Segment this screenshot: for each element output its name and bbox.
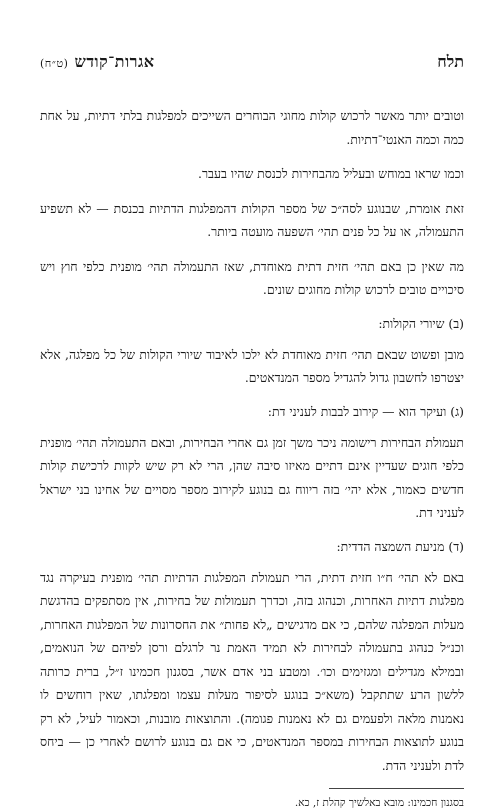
paragraph: תעמולת הבחירות רישומה ניכר משך זמן גם אחרי הבחירות, ובאם התעמולה תהי׳ מופנית כלפי חוגים שעדיין אינם דתיים מאיזו סיבה שהן, הרי לא רק שיש לקוות לרכישת קולות חדשים כאמור, אלא יהי׳ בזה ריווח גם בנוגע לקירוב מספר מסויים של אחינו בני ישראל לעניני דת. xyxy=(40,434,464,520)
paragraph: זאת אומרת, שבנוגע לסה״כ של מספר הקולות דהמפלגות הדתיות בכנסת — לא תשפיע התעמולה, או על כל פנים תהי׳ השפעה מועטה ביותר. xyxy=(40,200,464,239)
running-title xyxy=(40,52,155,72)
paragraph: וטובים יותר מאשר לרכוש קולות מחוגי הבוחרים השייכים למפלגות בלתי דתיות, על אחת כמה וכמה האנטי־דתיות. xyxy=(40,108,464,147)
page-number: תלח xyxy=(437,52,464,71)
paragraph: וכמו שראו במוחש ובעליל מהבחירות לכנסת שהיו בעבר. xyxy=(198,166,464,181)
section-heading: (ב) שיורי הקולות: xyxy=(378,315,464,331)
paragraph: מובן ופשוט שבאם תהי׳ חזית מאוחדת לא ילכו לאיבוד שיורי הקולות של כל מפלגה, אלא יצטרפו לחשבון גדול להגדיל מספר המנדאטים. xyxy=(40,346,464,385)
paragraph: מה שאין כן באם תהי׳ חזית דתית מאוחדת, שאז התעמולה תהי׳ מופנית כלפי חוץ ויש סיכויים טובים לרכוש קולות מחוגים שונים. xyxy=(40,258,464,297)
running-title-note: (ט״ח) xyxy=(40,57,69,70)
running-title-text: אגרות־קודש xyxy=(74,52,155,71)
body-text xyxy=(40,104,464,777)
footnote: בסגנון חכמינו: מובא באלשיך קהלת ז, כא. xyxy=(294,797,464,809)
section-heading: (ג) ועיקר הוא — קירוב לבבות לעניני דת: xyxy=(267,403,464,419)
paragraph: באם לא תהי׳ ח״ו חזית דתית, הרי תעמולת המפלגות הדתיות תהי׳ מופנית בעיקרה נגד מפלגות דתיות האחרות, וכנהוג בזה, וכדרך תעמולות של בחירות, אין מסתפקים בהדגשת מעלות המפלגה שלהם, כי אם מדגישים „לא פחות״ את החסרונות של המפלגות האחרות, וכנ״ל כנהוג בתעמולה לבחירות לא תמיד האמת נר לרגלם ורסן לפיהם של הנואמים, ובמילא מגדילים ומגזימים וכו׳. ומטבע בני אדם אשר, בסגנון חכמינו ז״ל, ברית כרותה ללשון הרע שתתקבל (משא״כ בנוגע לסיפור מעלות עצמו ומפלגתו, שאין רוחשים לו נאמנות מלאה ולפעמים גם לא נאמנות פגומה). והתוצאות מובנות, וכאמור לעיל, לא רק בנוגע לתוצאות הבחירות במספר המנדאטים, כי אם גם בנוגע לרושם לאחרי כן — ביחס לדת ולעניני הדת. xyxy=(40,569,464,773)
page-header xyxy=(40,52,464,82)
section-heading: (ד) מניעת השמצה הדדית: xyxy=(336,538,464,554)
footnote-divider xyxy=(329,788,464,789)
